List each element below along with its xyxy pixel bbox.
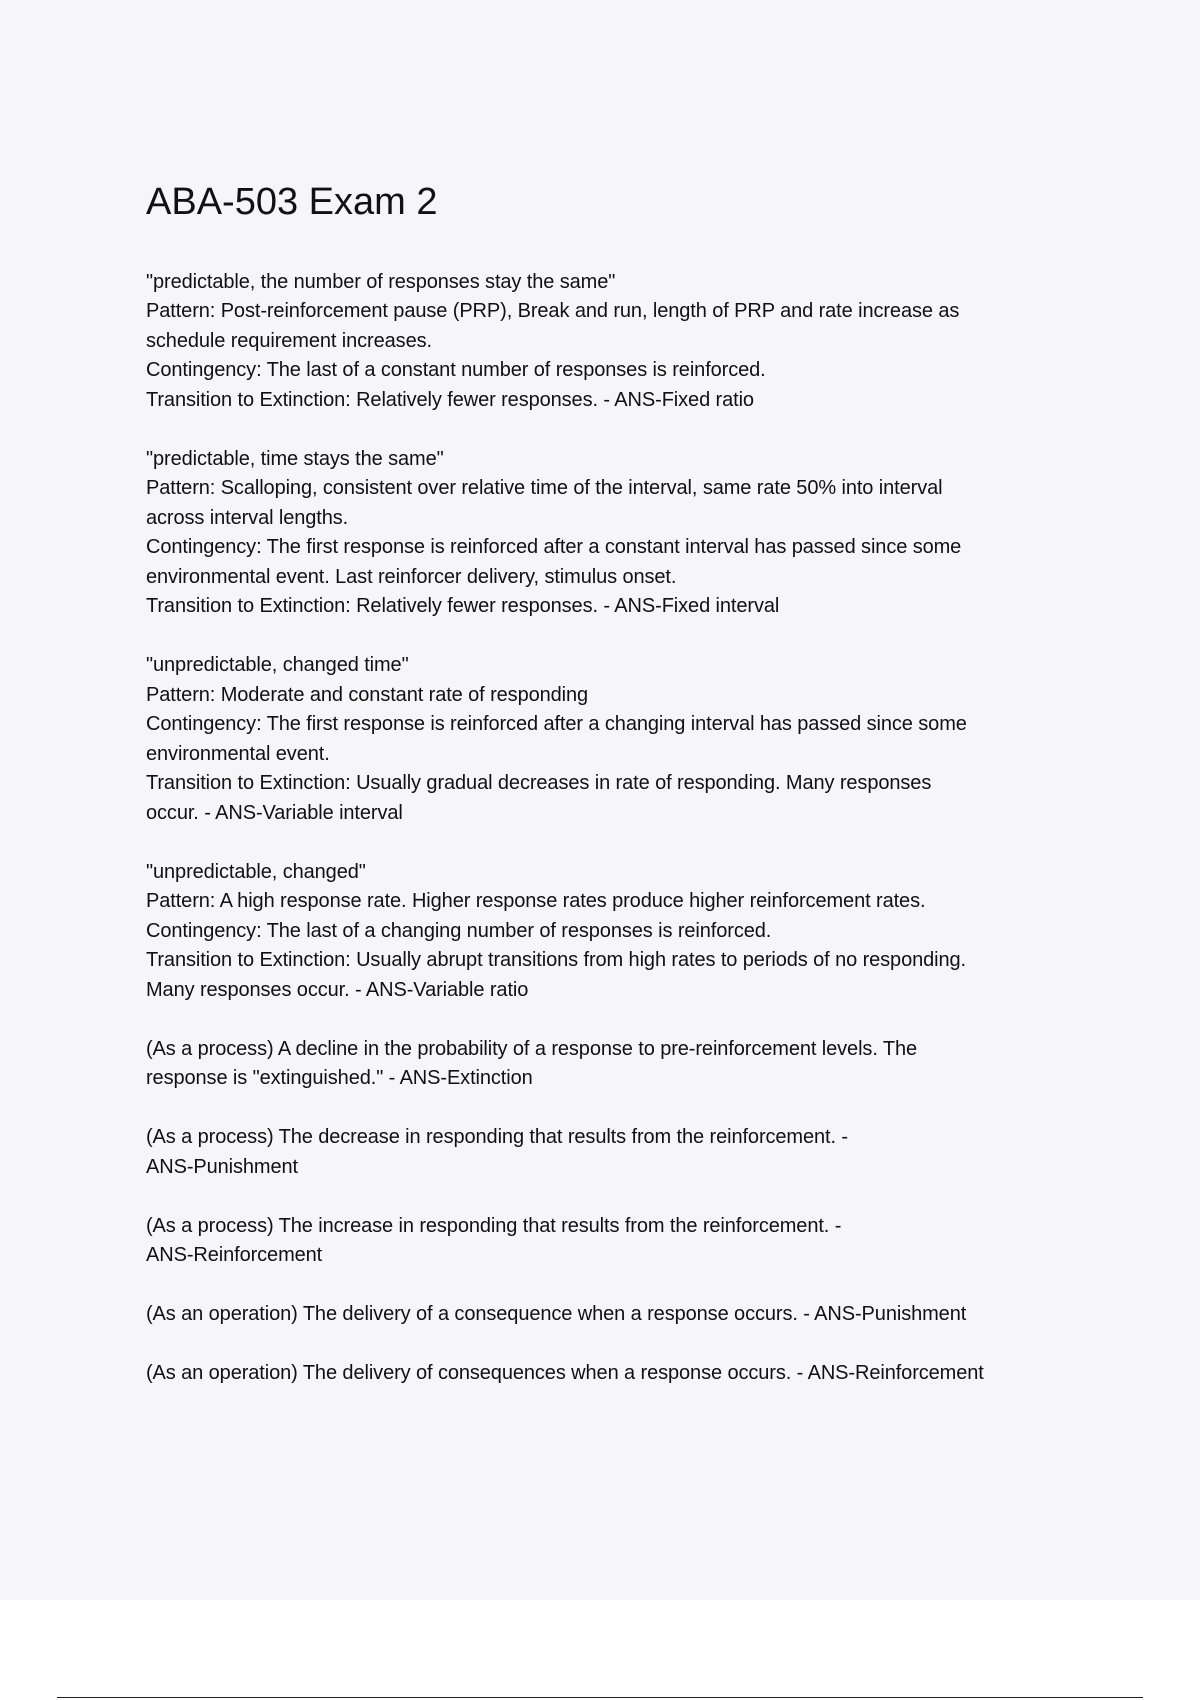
entry-line: Contingency: The first response is reinforced after a changing interval has passed since some — [146, 713, 967, 736]
entry-line: Pattern: Post-reinforcement pause (PRP), Break and run, length of PRP and rate increase as — [146, 300, 960, 323]
document-content — [146, 182, 1146, 1418]
entry-line: schedule requirement increases. — [146, 329, 432, 352]
entry-line: across interval lengths. — [146, 506, 349, 529]
entry-line: "predictable, time stays the same" — [146, 447, 444, 470]
entry-line: (As a process) The decrease in responding that results from the reinforcement. - — [146, 1126, 848, 1149]
entry-line: Transition to Extinction: Relatively fewer responses. - ANS-Fixed interval — [146, 595, 780, 618]
bottom-divider — [57, 1697, 1143, 1698]
entry-punishment-process — [146, 1123, 1146, 1182]
entry-line: ANS-Reinforcement — [146, 1244, 323, 1267]
entry-line: Contingency: The first response is reinforced after a constant interval has passed since some — [146, 536, 962, 559]
entry-fixed-ratio — [146, 268, 1146, 416]
entry-line: (As a process) The increase in responding that results from the reinforcement. - — [146, 1214, 842, 1237]
entry-line: Contingency: The last of a constant number of responses is reinforced. — [146, 359, 766, 382]
entry-line: Contingency: The last of a changing number of responses is reinforced. — [146, 919, 772, 942]
entry-line: Transition to Extinction: Usually abrupt transitions from high rates to periods of no responding. — [146, 949, 966, 972]
entry-line: environmental event. Last reinforcer delivery, stimulus onset. — [146, 565, 677, 588]
entry-reinforcement-operation — [146, 1359, 1146, 1389]
entry-line: Transition to Extinction: Relatively fewer responses. - ANS-Fixed ratio — [146, 388, 754, 411]
entry-line: Many responses occur. - ANS-Variable ratio — [146, 978, 529, 1001]
entry-line: (As an operation) The delivery of a consequence when a response occurs. - ANS-Punishment — [146, 1303, 967, 1326]
entry-line: occur. - ANS-Variable interval — [146, 801, 403, 824]
entry-reinforcement-process — [146, 1212, 1146, 1271]
entry-variable-ratio — [146, 858, 1146, 1006]
page-title: ABA-503 Exam 2 — [146, 181, 438, 223]
entry-extinction — [146, 1035, 1146, 1094]
entry-line: "unpredictable, changed time" — [146, 654, 409, 677]
entry-line: Pattern: Moderate and constant rate of responding — [146, 683, 589, 706]
entry-line: Pattern: A high response rate. Higher response rates produce higher reinforcement rates. — [146, 890, 926, 913]
entry-line: (As an operation) The delivery of consequences when a response occurs. - ANS-Reinforcement — [146, 1362, 984, 1385]
entry-line: Transition to Extinction: Usually gradual decreases in rate of responding. Many responses — [146, 772, 932, 795]
entry-line: Pattern: Scalloping, consistent over relative time of the interval, same rate 50% into interval — [146, 477, 943, 500]
entry-fixed-interval — [146, 445, 1146, 622]
entry-line: environmental event. — [146, 742, 330, 765]
entry-line: (As a process) A decline in the probability of a response to pre-reinforcement levels. The — [146, 1037, 918, 1060]
entry-variable-interval — [146, 651, 1146, 828]
entry-line: "predictable, the number of responses stay the same" — [146, 270, 616, 293]
entry-line: ANS-Punishment — [146, 1155, 298, 1178]
entry-punishment-operation — [146, 1300, 1146, 1330]
entry-line: "unpredictable, changed" — [146, 860, 366, 883]
entry-line: response is "extinguished." - ANS-Extinction — [146, 1067, 533, 1090]
